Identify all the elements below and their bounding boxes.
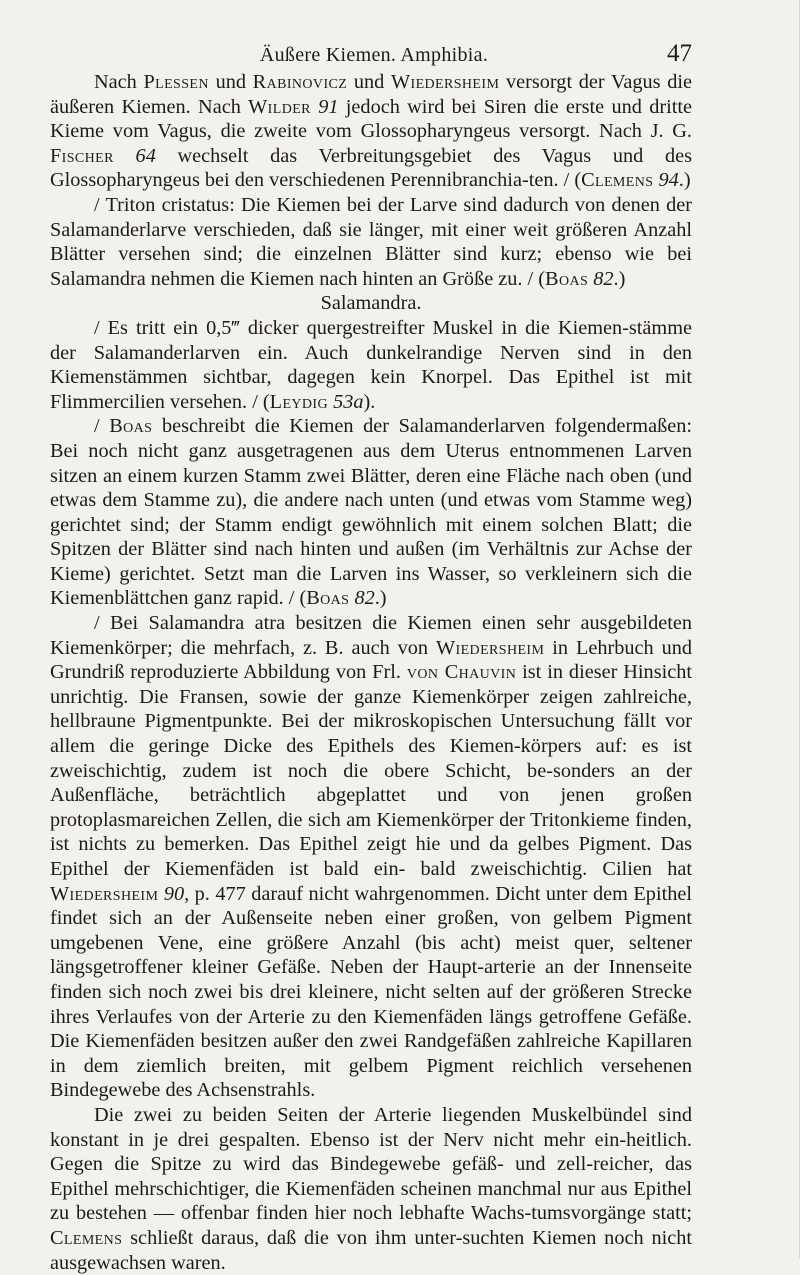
author-name: Boas bbox=[109, 415, 153, 438]
author-name: Leydig bbox=[269, 390, 328, 413]
text-run: / bbox=[94, 415, 110, 438]
text-run: Salamandra. bbox=[320, 292, 422, 315]
paragraph bbox=[50, 316, 692, 414]
paragraph bbox=[50, 70, 692, 193]
page-number: 47 bbox=[667, 40, 692, 67]
paragraph bbox=[50, 414, 692, 611]
author-name: Fischer bbox=[50, 144, 114, 167]
author-name: Wiedersheim bbox=[50, 882, 159, 905]
author-name: Clemens bbox=[581, 169, 654, 192]
text-run: .) bbox=[374, 587, 387, 610]
running-header bbox=[96, 40, 692, 70]
paragraph bbox=[50, 611, 692, 1103]
text-run: .) bbox=[678, 169, 691, 192]
author-name: von Chauvin bbox=[406, 661, 517, 684]
author-name: Plessen bbox=[143, 71, 209, 93]
text-run: und bbox=[208, 71, 253, 93]
paragraph bbox=[50, 1103, 692, 1275]
text-run: / Triton cristatus: Die Kiemen bei der Larve sind dadurch von denen der Salamanderlarve verschieden, daß sie länger, mit einer weit größeren Anzahl Blätter versehen sind; die einzelnen Blätter sind kurz; ebenso wie bei Salamandra nehmen die Kiemen nach hinten an Größe zu. / ( bbox=[50, 193, 692, 290]
author-name: Boas bbox=[306, 587, 350, 610]
text-run: wechselt das Verbreitungsgebiet des Vagus und des Glossopharyngeus bei den verschiedenen Perennibranchia-ten. / ( bbox=[50, 144, 692, 192]
running-title: Äußere Kiemen. Amphibia. bbox=[259, 44, 489, 66]
text-run bbox=[114, 145, 136, 167]
author-name: Wiedersheim bbox=[390, 71, 500, 93]
paragraph bbox=[50, 193, 692, 291]
reference-number: 90 bbox=[163, 882, 185, 905]
author-name: Rabinovicz bbox=[252, 71, 348, 93]
body-text bbox=[50, 70, 692, 1275]
text-run: ). bbox=[363, 390, 376, 413]
text-run: .) bbox=[613, 267, 626, 290]
reference-number: 64 bbox=[135, 144, 156, 167]
text-run: schließt daraus, daß die von ihm unter-suchten Kiemen noch nicht ausgewachsen waren. bbox=[50, 1226, 692, 1274]
text-run: beschreibt die Kiemen der Salamanderlarven folgendermaßen: Bei noch nicht ganz ausgetragenen aus dem Uterus entnommenen Larven sitzen an einem kurzen Stamm zwei Blätter, deren eine Fläche nach oben (und etwas dem Stamme zu), die andere nach unten (und etwas vom Stamme weg) gerichtet sind; der Stamm endigt gewöhnlich mit einem solchen Blatt; die Spitzen der Blätter sind nach hinten und außen (im Verhältnis zur Achse der Kieme) gerichtet. Setzt man die Larven ins Wasser, so verkleinern sich die Kiemenblättchen ganz rapid. / ( bbox=[50, 415, 692, 610]
text-run: jedoch wird bei Siren die erste und dritte Kieme vom Vagus, die zweite vom Glossopharyngeus versorgt. Nach J. G. bbox=[50, 95, 692, 143]
text-run: in Lehrbuch und Grundriß reproduzierte Abbildung von Frl. bbox=[50, 636, 692, 684]
reference-number: 91 bbox=[318, 95, 339, 118]
author-name: Wilder bbox=[248, 95, 311, 118]
text-run: / Bei Salamandra atra besitzen die Kiemen einen sehr ausgebildeten Kiemenkörper; die mehrfach, z. B. auch von bbox=[50, 612, 692, 659]
text-run: versorgt der Vagus die äußeren Kiemen. Nach bbox=[50, 71, 692, 118]
section-heading bbox=[50, 291, 692, 316]
text-run: Nach bbox=[94, 71, 144, 93]
text-run: , p. 477 darauf nicht wahrgenommen. Dicht unter dem Epithel findet sich an der Außenseite neben einer großen, von gelbem Pigment umgebenen Vene, eine größere Anzahl (bis acht) meist quer, seltener längsgetroffener kleiner Gefäße. Neben der Haupt-arterie an der Innenseite finden sich noch zwei bis drei kleinere, nicht selten auf der größeren Strecke ihres Verlaufes von der Arterie zu den Kiemenfäden längs getroffene Gefäße. Die Kiemenfäden besitzen außer den zwei Randgefäßen zahlreiche Kapillaren in dem ziemlich breiten, mit gelbem Pigment reichlich versehenen Bindegewebe des Achsenstrahls. bbox=[50, 882, 692, 1102]
reference-number: 94 bbox=[658, 169, 679, 192]
text-run: Die zwei zu beiden Seiten der Arterie liegenden Muskelbündel sind konstant in je drei gespalten. Ebenso ist der Nerv nicht mehr ein-heitlich. Gegen die Spitze zu wird das Bindegewebe gefäß- und zell-reicher, das Epithel mehrschichtiger, die Kiemenfäden scheinen manchmal nur aus Epithel zu bestehen — offenbar finden hier noch lebhafte Wachs-tumsvorgänge statt; bbox=[50, 1103, 692, 1225]
author-name: Wiedersheim bbox=[436, 636, 545, 659]
author-name: Clemens bbox=[50, 1226, 123, 1249]
text-run: ist in dieser Hinsicht unrichtig. Die Fransen, sowie der ganze Kiemenkörper zeigen zahlreiche, hellbraune Pigmentpunkte. Bei der mikroskopischen Untersuchung fällt vor allem die geringe Dicke des Epithels des Kiemen-körpers auf: es ist zweischichtig, zudem ist noch die obere Schicht, be-sonders an der Außenfläche, beträchtlich abgeplattet und von jenen großen protoplasmareichen Zellen, die sich am Kiemenkörper der Tritonkieme finden, ist nichts zu bemerken. Das Epithel zeigt hie und da gelbes Pigment. Das Epithel der Kiemenfäden ist bald ein- bald zweischichtig. Cilien hat bbox=[50, 661, 692, 880]
reference-number: 82 bbox=[593, 267, 614, 290]
text-run: und bbox=[347, 71, 391, 93]
reference-number: 82 bbox=[354, 587, 375, 610]
text-run: / Es tritt ein 0,5‴ dicker quergestreifter Muskel in die Kiemen-stämme der Salamanderlarven ein. Auch dunkelrandige Nerven sind in den Kiemenstämmen sichtbar, dagegen kein Knorpel. Das Epithel ist mit Flimmercilien versehen. / ( bbox=[50, 316, 692, 413]
author-name: Boas bbox=[545, 267, 589, 290]
reference-number: 53a bbox=[333, 390, 364, 413]
